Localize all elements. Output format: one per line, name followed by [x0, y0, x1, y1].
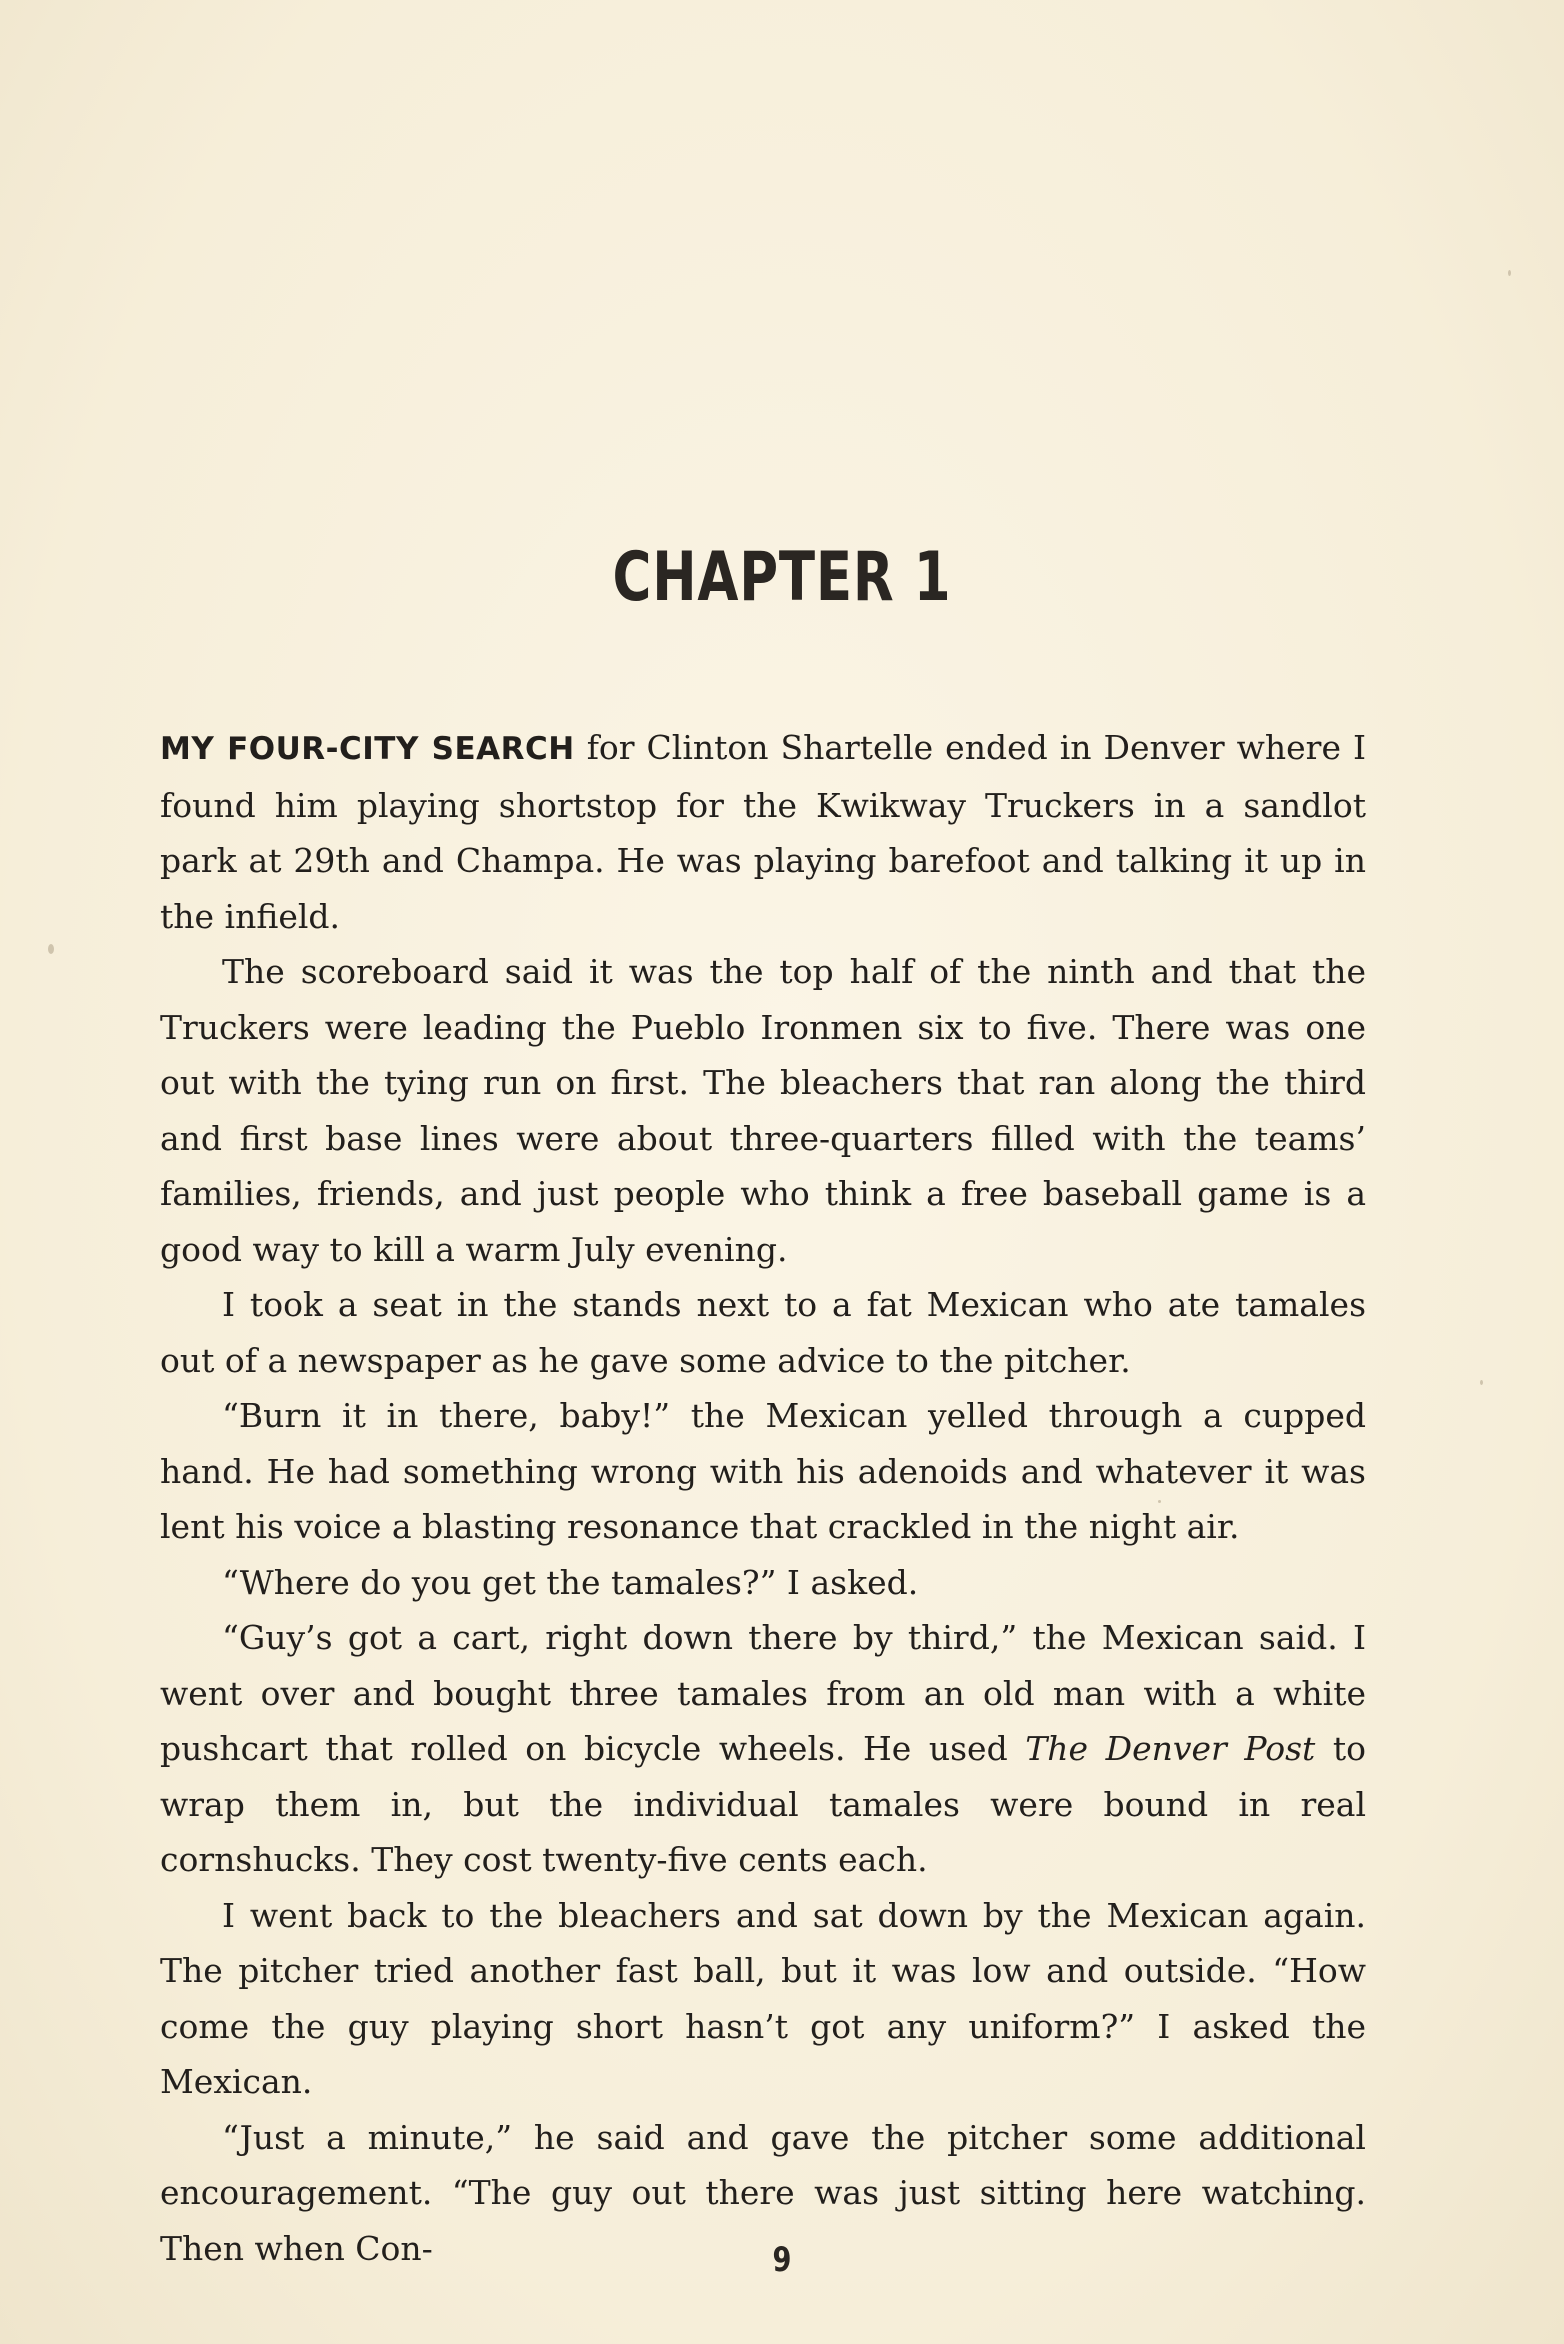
paragraph: I went back to the bleachers and sat down by the Mexican again. The pitcher tried another fast ball, but it was low and outside. “How come the guy playing short hasn’t got any uniform?” I asked the Mexican.: [160, 1895, 1366, 2101]
paragraph: “Just a minute,” he said and gave the pitcher some additional encouragement. “The guy out there was just sitting here watching. Then when Con-: [160, 2117, 1366, 2268]
paragraph-text: for Clinton Shartelle ended in Denver where I found him playing shortstop for the Kwikway Truckers in a sandlot park at 29th and Champa. He was playing barefoot and talking it up in the infield.: [160, 728, 1366, 936]
chapter-heading: CHAPTER 1: [612, 538, 952, 617]
paragraph: The scoreboard said it was the top half of the ninth and that the Truckers were leading the Pueblo Ironmen six to five. There was one out with the tying run on first. The bleachers that ran along the third and first base lines were about three-quarters filled with the teams’ families, friends, and just people who think a free baseball game is a good way to kill a warm July evening.: [160, 952, 1366, 1269]
paragraph: “Where do you get the tamales?” I asked.: [222, 1562, 919, 1602]
paragraph: [160, 1610, 1366, 1888]
newspaper-title: The Denver Post: [1025, 1729, 1316, 1768]
chapter-body: [160, 720, 1366, 2276]
paper-speck: [1508, 270, 1511, 276]
paragraph-text: to wrap them in, but the individual tamales were bound in real cornshucks. They cost twenty-five cents each.: [160, 1729, 1366, 1879]
paragraph: [160, 720, 1366, 944]
paper-speck: [1480, 1380, 1483, 1385]
paper-speck: [48, 944, 54, 954]
paragraph: I took a seat in the stands next to a fat Mexican who ate tamales out of a newspaper as he gave some advice to the pitcher.: [160, 1285, 1366, 1380]
paragraph-text: “Guy’s got a cart, right down there by third,” the Mexican said. I went over and bought three tamales from an old man with a white pushcart that rolled on bicycle wheels. He used: [160, 1618, 1366, 1768]
page-number: 9: [772, 2240, 792, 2280]
paragraph-lead-in: MY FOUR-CITY SEARCH: [160, 731, 575, 767]
paragraph: “Burn it in there, baby!” the Mexican yelled through a cupped hand. He had something wrong with his adenoids and whatever it was lent his voice a blasting resonance that crackled in the night air.: [160, 1396, 1366, 1546]
